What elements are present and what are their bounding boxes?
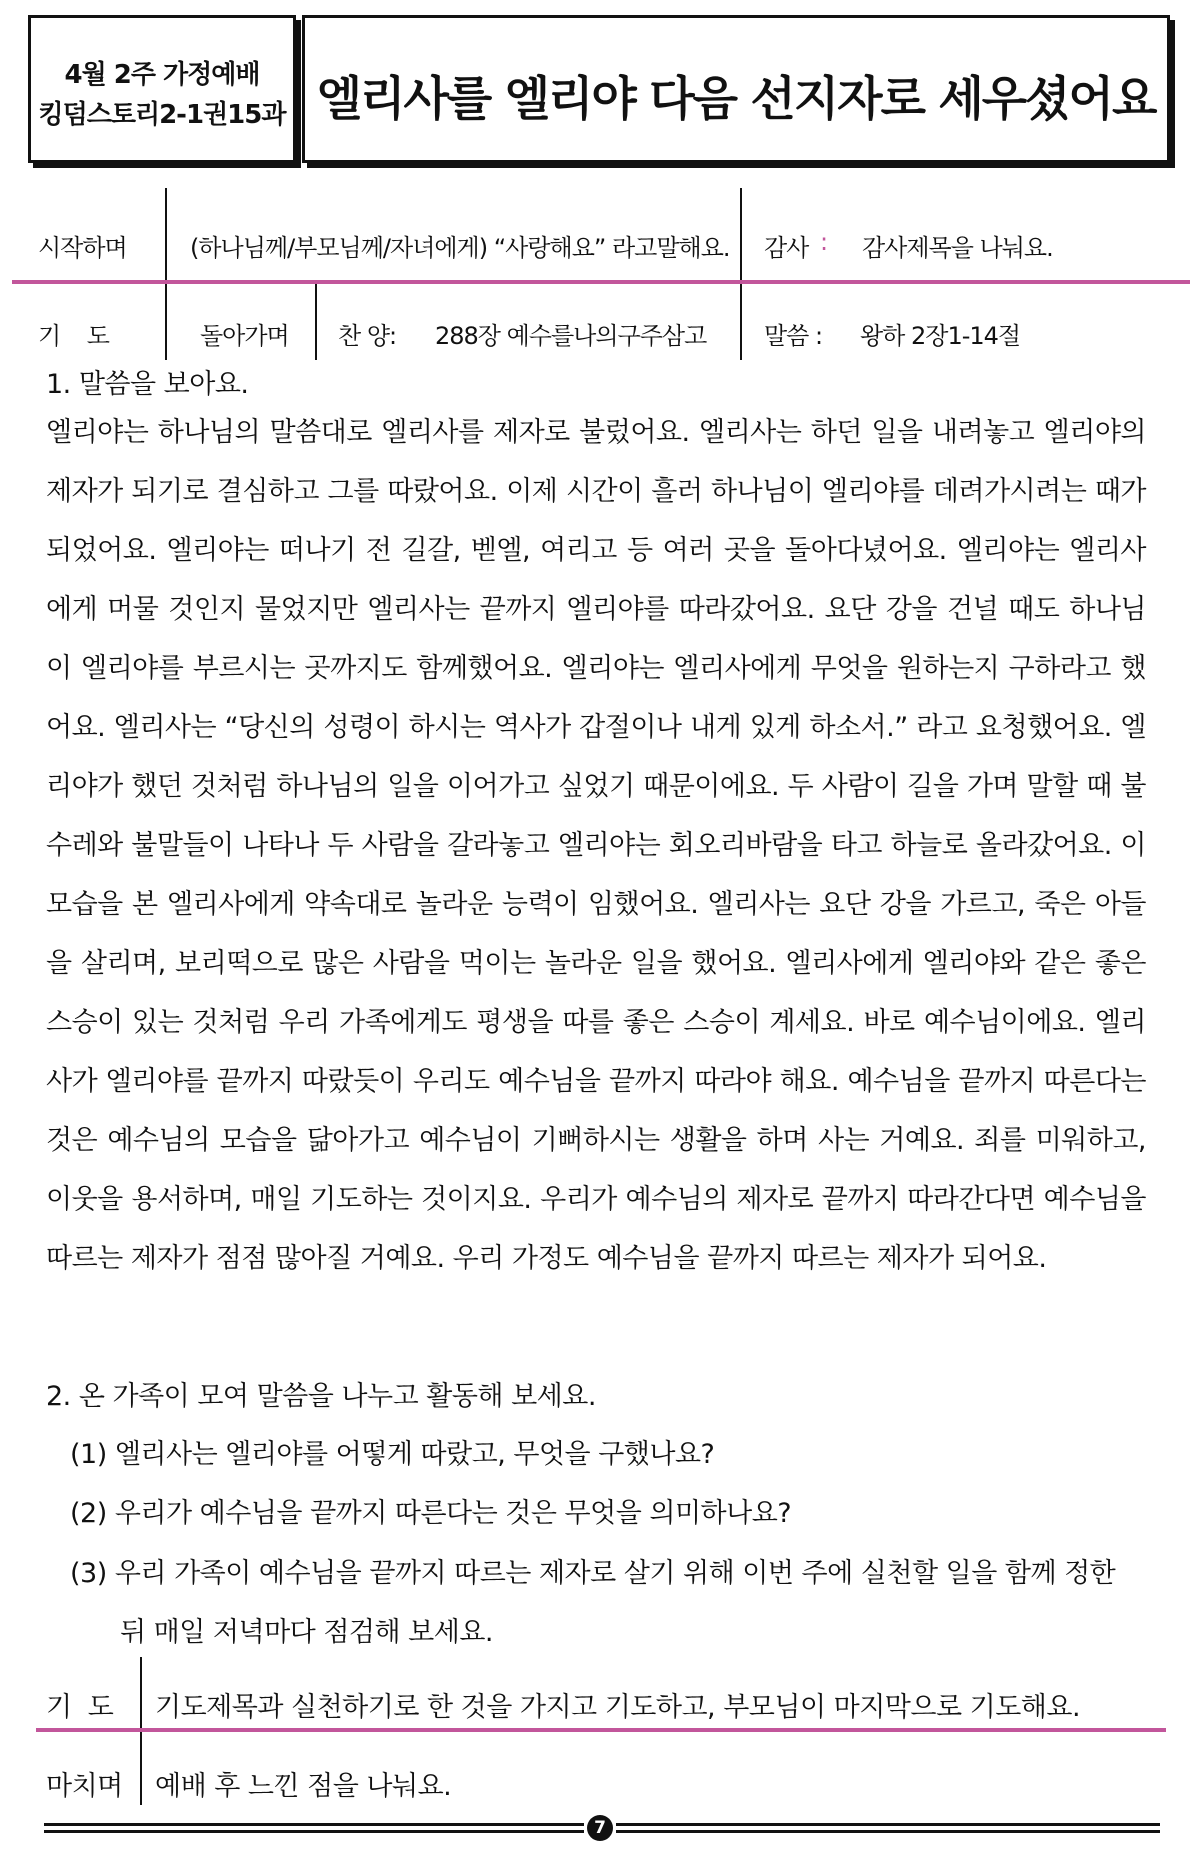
opening-label: 시작하며 [38,234,127,262]
question-2: (2) 우리가 예수님을 끝까지 따른다는 것은 무엇을 의미하나요? [70,1498,792,1529]
section1-heading: 1. 말씀을 보아요. [46,369,249,400]
prayer-value: 돌아가며 [200,322,289,350]
closing-end-text: 예배 후 느낀 점을 나눠요. [155,1771,452,1802]
footer-line [44,1830,584,1833]
question-1: (1) 엘리사는 엘리야를 어떻게 따랐고, 무엇을 구했나요? [70,1439,715,1470]
divider [165,188,167,280]
opening-content: (하나님께/부모님께/자녀에게) “사랑해요” 라고말해요. [190,234,730,262]
footer-line [616,1823,1160,1826]
closing-prayer-label: 기 도 [46,1692,114,1723]
thanks-label: 감사 [764,234,809,262]
divider [315,284,317,360]
footer-line [44,1823,584,1826]
divider [740,188,742,280]
footer-line [616,1830,1160,1833]
page-number: 7 [587,1815,613,1841]
title-box [302,15,1170,163]
section1-paragraph: 엘리야는 하나님의 말씀대로 엘리사를 제자로 불렀어요. 엘리사는 하던 일을 내려놓고 엘리야의 제자가 되기로 결심하고 그를 따랐어요. 이제 시간이 흘러 하나님이 엘리야를 데려가시려는 때가 되었어요. 엘리야는 떠나기 전 길갈, 벧엘, 여리고 등 여러 곳을 돌아다녔어요. 엘리야는 엘리사에게 머물 것인지 물었지만 엘리사는 끝까지 엘리야를 따라갔어요. 요단 강을 건널 때도 하나님이 엘리야를 부르시는 곳까지도 함께했어요. 엘리야는 엘리사에게 무엇을 원하는지 구하라고 했어요. 엘리사는 “당신의 성령이 하시는 역사가 갑절이나 내게 있게 하소서.” 라고 요청했어요. 엘리야가 했던 것처럼 하나님의 일을 이어가고 싶었기 때문이에요. 두 사람이 길을 가며 말할 때 불수레와 불말들이 나타나 두 사람을 갈라놓고 엘리야는 회오리바람을 타고 하늘로 올라갔어요. 이 모습을 본 엘리사에게 약속대로 놀라운 능력이 임했어요. 엘리사는 요단 강을 가르고, 죽은 아들을 살리며, 보리떡으로 많은 사람을 먹이는 놀라운 일을 했어요. 엘리사에게 엘리야와 같은 좋은 스승이 있는 것처럼 우리 가족에게도 평생을 따를 좋은 스승이 계세요. 바로 예수님이에요. 엘리사가 엘리야를 끝까지 따랐듯이 우리도 예수님을 끝까지 따라야 해요. 예수님을 끝까지 따른다는 것은 예수님의 모습을 닮아가고 예수님이 기뻐하시는 생활을 하며 사는 거예요. 죄를 미워하고, 이웃을 용서하며, 매일 기도하는 것이지요. 우리가 예수님의 제자로 끝까지 따라간다면 예수님을 따르는 제자가 점점 많아질 거예요. 우리 가정도 예수님을 끝까지 따르는 제자가 되어요. [46,417,1146,1274]
scripture-value: 왕하 2장1-14절 [860,322,1021,350]
hymn-label: 찬 양: [338,322,397,350]
question-3: (3) 우리 가족이 예수님을 끝까지 따르는 제자로 살기 위해 이번 주에 실천할 일을 함께 정한 [70,1558,1116,1589]
closing-end-label: 마치며 [46,1771,123,1802]
lesson-info-box [28,15,296,163]
page-title: 엘리사를 엘리야 다음 선지자로 세우셨어요 [316,72,1156,127]
lesson-week: 4월 2주 가정예배 [64,60,260,90]
question-3-continued: 뒤 매일 저녁마다 점검해 보세요. [120,1617,493,1648]
lesson-number: 킹덤스토리2-1권15과 [38,100,286,130]
hymn-value: 288장 예수를나의구주삼고 [435,322,707,350]
section2-heading: 2. 온 가족이 모여 말씀을 나누고 활동해 보세요. [46,1381,596,1412]
divider [165,284,167,360]
thanks-colon: : [820,228,828,256]
pink-divider [36,1728,1166,1732]
scripture-label: 말씀 : [764,322,823,350]
prayer-label: 기 도 [38,322,109,350]
divider [740,284,742,360]
thanks-content: 감사제목을 나눠요. [862,234,1053,262]
pink-divider [12,280,1190,284]
closing-prayer-text: 기도제목과 실천하기로 한 것을 가지고 기도하고, 부모님이 마지막으로 기도해요. [155,1692,1081,1723]
